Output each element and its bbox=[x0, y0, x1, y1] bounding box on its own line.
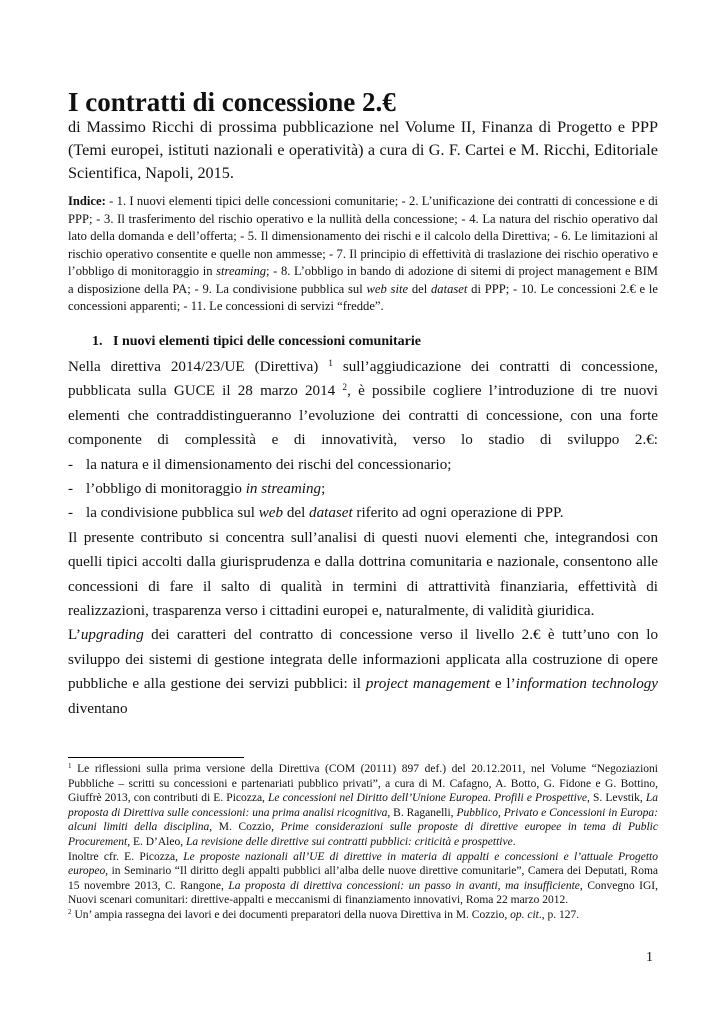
index-label: Indice: bbox=[68, 194, 106, 208]
author-publication-info: di Massimo Ricchi di prossima pubblicazione nel Volume II, Finanza di Progetto e PPP (Temi europei, istituti nazionali e operatività) a cura di G. F. Cartei e M. Ricchi, Editoriale Scientifica, Napoli, 2015. bbox=[68, 118, 658, 182]
body-text bbox=[68, 355, 658, 721]
footnote-1-continued: Inoltre cfr. E. Picozza, Le proposte nazionali all’UE di direttive in materia di appalti e concessioni e l’attuale Progetto europeo, in Seminario “Il diritto degli appalti pubblici all’alba delle nuove direttive comunitarie”, Camera dei Deputati, Roma 15 novembre 2013, C. Rangone, La proposta di direttiva concessioni: un passo in avanti, ma insufficiente, Convegno IGI, Nuovi scenari comunitari: direttive-appalti e meccanismi di finanziamento innovativi, Roma 22 marzo 2012. bbox=[68, 850, 658, 907]
list-item: - l’obbligo di monitoraggio in streaming; bbox=[68, 481, 326, 498]
list-item: - la condivisione pubblica sul web del dataset riferito ad ogni operazione di PPP. bbox=[68, 505, 564, 522]
footnotes bbox=[68, 762, 658, 923]
paper-title: I contratti di concessione 2.€ bbox=[68, 87, 396, 117]
footnote-ref-2[interactable]: 2 bbox=[342, 383, 348, 394]
list-item: - la natura e il dimensionamento dei rischi del concessionario; bbox=[68, 456, 452, 473]
footnote-2: $^2$ Un’ ampia rassegna dei lavori e dei documenti preparatori della nuova Direttiva in M. Cozzio, op. cit., p. 127. bbox=[68, 908, 580, 921]
page-number: 1 bbox=[646, 950, 653, 965]
section-heading bbox=[92, 332, 421, 352]
section-title: I nuovi elementi tipici delle concessioni comunitarie bbox=[113, 334, 421, 349]
paragraph-3: L’upgrading dei caratteri del contratto di concessione verso il livello 2.€ è tutt’uno con lo sviluppo dei sistemi di gestione integrata delle informazioni applicata alla costruzione di opere pubbliche e alla gestione dei servizi pubblici: il project management e l’information technology diventano bbox=[68, 627, 658, 717]
table-of-contents: Indice: - 1. I nuovi elementi tipici delle concessioni comunitarie; - 2. L’unificazione dei contratti di concessione e di PPP; - 3. Il trasferimento del rischio operativo e la nullità della concessione; - 4. La natura del rischio operativo dal lato della domanda e dell’offerta; - 5. Il dimensionamento dei rischi e il calcolo della Direttiva; - 6. Le limitazioni al rischio operativo consentite e quelle non ammesse; - 7. Il principio di effettività di traslazione dei rischio operativo e l’obbligo di monitoraggio in streaming; - 8. L’obbligo in bando di adozione di sitemi di project management e BIM a disposizione della PA; - 9. La condivisione pubblica sul web site del dataset di PPP; - 10. Le concessioni 2.€ e le concessioni apparenti; - 11. Le concessioni di servizi “fredde”. bbox=[68, 194, 658, 313]
footnote-ref-1[interactable]: 1 bbox=[328, 358, 333, 369]
section-number: 1. bbox=[92, 334, 103, 349]
footnote-1: $^1$ Le riflessioni sulla prima versione della Direttiva (COM (20111) 897 def.) del 20.12.2011, nel Volume “Negoziazioni Pubbliche – scritti su concessioni e partenariati pubblico privati”, a cura di M. Cafagno, A. Botto, G. Fidone e G. Bottino, Giuffrè 2013, con contributi di E. Picozza, Le concessioni nel Diritto dell’Unione Europea. Profili e Prospettive, S. Levstik, La proposta di Direttiva sulle concessioni: una prima analisi ricognitiva, B. Raganelli, Pubblico, Privato e Concessioni in Europa: alcuni limiti della disciplina, M. Cozzio, Prime considerazioni sulle proposte di direttive europee in tema di Public Procurement, E. D’Aleo, La revisione delle direttive sui contratti pubblici: criticità e prospettive. bbox=[68, 762, 658, 848]
paragraph-1: Nella direttiva 2014/23/UE (Direttiva) $^1$ sull’aggiudicazione dei contratti di concessione, pubblicata sulla GUCE il 28 marzo 2014 $^2$, è possibile cogliere l’introduzione di tre nuovi elementi che contraddistingueranno l’evoluzione dei contratti di concessione, con una forte componente di complessità e di innovatività, verso lo stadio di sviluppo 2.€: bbox=[68, 358, 658, 449]
footnote-separator bbox=[68, 757, 244, 758]
paragraph-2: Il presente contributo si concentra sull’analisi di questi nuovi elementi che, integrandosi con quelli tipici accolti dalla giurisprudenza e dalla dottrina comunitaria e nazionale, consentono alle concessioni di fare il salto di qualità in termini di attrattività finanziaria, effettività di realizzazioni, trasparenza verso i cittadini europei e, naturalmente, di validità giuridica. bbox=[68, 529, 658, 620]
